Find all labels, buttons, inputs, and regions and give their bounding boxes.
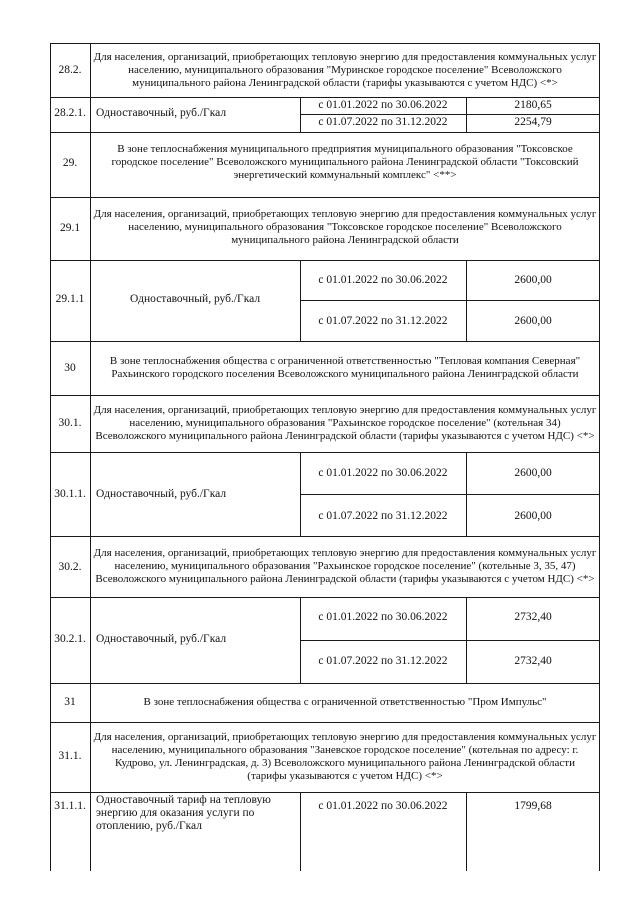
row-border — [50, 43, 600, 44]
row-border — [300, 494, 600, 495]
label-line: отоплению, руб./Гкал — [96, 820, 202, 832]
section-heading — [92, 51, 598, 90]
row-number: 28.2.1. — [54, 107, 86, 119]
tariff-value: 2600,00 — [514, 274, 552, 286]
row-border — [50, 792, 600, 793]
heading-line: населению, муниципального образования "Токсовское городское поселение" Всеволожского — [128, 221, 562, 233]
tariff-value: 2254,79 — [514, 116, 552, 128]
heading-line: Для населения, организаций, приобретающих тепловую энергию для предоставления коммунальных услуг — [93, 404, 597, 416]
tariff-period: с 01.01.2022 по 30.06.2022 — [318, 274, 448, 286]
table-border-divider — [90, 43, 91, 871]
heading-line: (тарифы указываются с учетом НДС) <*> — [247, 770, 443, 782]
row-border — [50, 683, 600, 684]
heading-line: В зоне теплоснабжения муниципального предприятия муниципального образования "Токсовское — [117, 143, 573, 155]
section-heading — [92, 696, 598, 709]
heading-line: Для населения, организаций, приобретающих тепловую энергию для предоставления коммунальных услуг — [93, 51, 597, 63]
tariff-label: Одноставочный, руб./Гкал — [96, 488, 227, 500]
table-border-right — [599, 43, 600, 871]
section-heading — [92, 143, 598, 182]
tariff-value: 2732,40 — [514, 655, 552, 667]
tariff-label: Одноставочный, руб./Гкал — [130, 293, 261, 305]
tariff-period: с 01.07.2022 по 31.12.2022 — [318, 655, 448, 667]
heading-line: муниципального района Ленинградской области — [231, 234, 459, 246]
row-border — [50, 452, 600, 453]
tariff-period: с 01.01.2022 по 30.06.2022 — [318, 99, 448, 111]
heading-line: Для населения, организаций, приобретающих тепловую энергию для предоставления коммунальных услуг — [93, 547, 597, 559]
label-line: Одноставочный тариф на тепловую — [96, 794, 271, 806]
row-number: 30.1. — [58, 417, 82, 429]
heading-line: Кудрово, ул. Ленинградская, д. 3) Всеволожского муниципального района Ленинградской области — [115, 757, 575, 769]
section-heading — [92, 731, 598, 783]
label-line: энергию для оказания услуги по — [96, 807, 255, 819]
row-border — [50, 132, 600, 133]
tariff-period: с 01.07.2022 по 31.12.2022 — [318, 315, 448, 327]
section-heading — [92, 355, 598, 381]
heading-line: муниципального района Ленинградской области (тарифы указываются с учетом НДС) <*> — [132, 77, 558, 89]
row-number: 28.2. — [58, 64, 82, 76]
tariff-value: 1799,68 — [514, 800, 552, 812]
heading-line: населению, муниципального образования "Рахьинское городское поселение" (котельная 34) — [129, 417, 561, 429]
row-border — [50, 341, 600, 342]
heading-line: населению, муниципального образования "Муринское городское поселение" Всеволожского — [128, 64, 562, 76]
row-border — [50, 197, 600, 198]
row-border — [50, 97, 600, 98]
heading-line: Для населения, организаций, приобретающих тепловую энергию для предоставления коммунальных услуг — [93, 731, 597, 743]
tariff-value: 2732,40 — [514, 611, 552, 623]
row-number: 31.1.1. — [54, 800, 86, 812]
row-number: 29.1 — [59, 222, 81, 234]
heading-line: Для населения, организаций, приобретающих тепловую энергию для предоставления коммунальных услуг — [93, 208, 597, 220]
tariff-value: 2600,00 — [514, 467, 552, 479]
tariff-period: с 01.01.2022 по 30.06.2022 — [318, 611, 448, 623]
row-number: 30.1.1. — [54, 488, 86, 500]
heading-line: В зоне теплоснабжения общества с ограниченной ответственностью "Пром Импульс" — [143, 696, 547, 708]
section-heading — [92, 404, 598, 443]
row-border — [50, 536, 600, 537]
tariff-period: с 01.01.2022 по 30.06.2022 — [318, 467, 448, 479]
tariff-period: с 01.07.2022 по 31.12.2022 — [318, 116, 448, 128]
section-heading — [92, 208, 598, 247]
tariff-period: с 01.01.2022 по 30.06.2022 — [318, 800, 448, 812]
row-number: 31 — [64, 696, 76, 708]
row-border — [300, 640, 600, 641]
row-border — [300, 300, 600, 301]
heading-line: городское поселение" Всеволожского муниципального района Ленинградской области "Токсовский — [111, 156, 579, 168]
tariff-label: Одноставочный, руб./Гкал — [96, 107, 227, 119]
heading-line: Всеволожского муниципального района Ленинградской области (тарифы указываются с учетом НДС) <*> — [95, 430, 595, 442]
row-border — [300, 114, 600, 115]
row-border — [50, 260, 600, 261]
tariff-label — [96, 794, 271, 833]
row-border — [50, 722, 600, 723]
heading-line: Рахьинского городского поселения Всеволожского муниципального района Ленинградской области — [111, 368, 579, 380]
section-heading — [92, 547, 598, 586]
tariff-value: 2180,65 — [514, 99, 552, 111]
tariff-value: 2600,00 — [514, 510, 552, 522]
tariff-value: 2600,00 — [514, 315, 552, 327]
tariff-label: Одноставочный, руб./Гкал — [96, 633, 227, 645]
heading-line: населению, муниципального образования "Рахьинское городское поселение" (котельные 3, 35, 47) — [114, 560, 576, 572]
heading-line: населению, муниципального образования "Заневское городское поселение" (котельная по адресу: г. — [111, 744, 579, 756]
heading-line: Всеволожского муниципального района Ленинградской области (тарифы указываются с учетом НДС) <*> — [95, 573, 595, 585]
row-number: 30.2.1. — [54, 633, 86, 645]
row-border — [50, 395, 600, 396]
row-number: 29. — [62, 157, 78, 169]
row-border — [50, 597, 600, 598]
heading-line: В зоне теплоснабжения общества с ограниченной ответственностью "Тепловая компания Северная" — [109, 355, 581, 367]
row-number: 31.1. — [58, 750, 82, 762]
heading-line: энергетический коммунальный комплекс" <**> — [233, 169, 457, 181]
row-number: 30.2. — [58, 561, 82, 573]
tariff-period: с 01.07.2022 по 31.12.2022 — [318, 510, 448, 522]
row-number: 29.1.1 — [55, 293, 85, 305]
row-number: 30 — [64, 362, 76, 374]
